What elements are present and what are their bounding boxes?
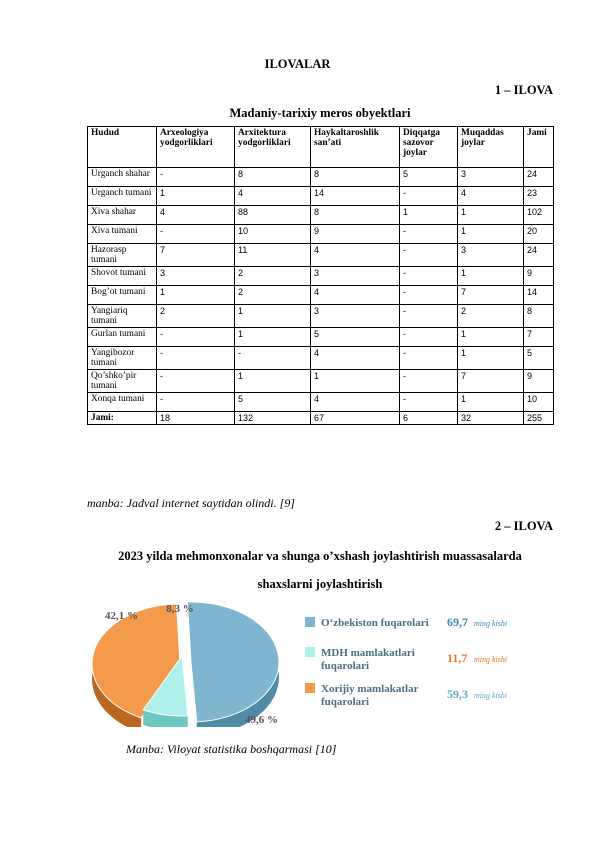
region-cell: Xonqa tumani: [88, 393, 157, 412]
value-cell: 2: [235, 286, 311, 305]
region-cell: Qo’shko’pir tumani: [88, 370, 157, 393]
legend-swatch: [305, 683, 315, 693]
region-cell: Xiva shahar: [88, 206, 157, 225]
table-row: [88, 305, 554, 328]
legend-value: 11,7: [447, 651, 468, 665]
value-cell: 23: [524, 187, 554, 206]
value-cell: -: [400, 347, 458, 370]
table-title: Madaniy-tarixiy meros obyektlari: [229, 106, 411, 120]
value-cell: 3: [458, 244, 524, 267]
value-cell: 2: [235, 267, 311, 286]
table-row: [88, 286, 554, 305]
value-cell: -: [400, 244, 458, 267]
region-cell: Gurlan tumani: [88, 328, 157, 347]
chart-title-line1: 2023 yilda mehmonxonalar va shunga o’xshash joylashtirish muassasalarda: [118, 549, 522, 563]
value-cell: 1: [458, 347, 524, 370]
value-cell: -: [400, 370, 458, 393]
value-cell: 88: [235, 206, 311, 225]
value-cell: 3: [458, 168, 524, 187]
table-row: [88, 347, 554, 370]
region-cell: Urganch shahar: [88, 168, 157, 187]
value-cell: 4: [311, 393, 400, 412]
value-cell: 1: [157, 286, 235, 305]
value-cell: 3: [311, 267, 400, 286]
value-cell: -: [157, 393, 235, 412]
value-cell: -: [157, 328, 235, 347]
value-cell: 1: [458, 328, 524, 347]
table-source-note: manba: Jadval internet saytidan olindi. [9]: [87, 496, 295, 510]
table-header-row: [88, 127, 554, 168]
value-cell: 1: [458, 267, 524, 286]
value-cell: -: [235, 347, 311, 370]
percent-label: 49,6 %: [245, 714, 278, 726]
legend-label: MDH mamlakatlari: [321, 647, 415, 659]
value-cell: -: [400, 286, 458, 305]
col-header: Muqaddas joylar: [458, 127, 524, 168]
value-cell: 5: [311, 328, 400, 347]
value-cell: -: [400, 187, 458, 206]
value-cell: 4: [235, 187, 311, 206]
region-cell: Hazorasp tumani: [88, 244, 157, 267]
value-cell: 4: [458, 187, 524, 206]
value-cell: -: [157, 370, 235, 393]
value-cell: -: [400, 305, 458, 328]
value-cell: 2: [458, 305, 524, 328]
legend-label-line2: fuqarolari: [321, 660, 370, 672]
value-cell: 4: [311, 286, 400, 305]
value-cell: -: [400, 393, 458, 412]
total-value-cell: 18: [157, 412, 235, 425]
value-cell: 1: [458, 393, 524, 412]
value-cell: 7: [458, 286, 524, 305]
legend-label-line2: fuqarolari: [321, 696, 370, 708]
value-cell: 14: [311, 187, 400, 206]
col-header: Jami: [524, 127, 554, 168]
table-total-row: [88, 412, 554, 425]
total-value-cell: 255: [524, 412, 554, 425]
legend-unit: ming kishi: [474, 655, 508, 664]
region-cell: Xiva tumani: [88, 225, 157, 244]
table-row: [88, 328, 554, 347]
table-row: [88, 206, 554, 225]
value-cell: 1: [311, 370, 400, 393]
region-cell: Yangibozor tumani: [88, 347, 157, 370]
total-label-cell: Jami:: [88, 412, 157, 425]
legend-unit: ming kishi: [474, 691, 508, 700]
value-cell: 3: [311, 305, 400, 328]
value-cell: 9: [524, 370, 554, 393]
table-row: [88, 225, 554, 244]
value-cell: 1: [235, 305, 311, 328]
value-cell: 4: [157, 206, 235, 225]
total-value-cell: 32: [458, 412, 524, 425]
legend-value: 59,3: [447, 687, 468, 701]
table-row: [88, 267, 554, 286]
table-row: [88, 370, 554, 393]
legend-unit: ming kishi: [474, 619, 508, 628]
total-value-cell: 132: [235, 412, 311, 425]
percent-label: 8,3 %: [166, 603, 194, 615]
value-cell: 7: [157, 244, 235, 267]
pie-chart: [85, 592, 535, 727]
total-value-cell: 67: [311, 412, 400, 425]
value-cell: -: [157, 347, 235, 370]
region-cell: Yangiariq tumani: [88, 305, 157, 328]
value-cell: 4: [311, 347, 400, 370]
value-cell: 8: [311, 168, 400, 187]
table-row: [88, 187, 554, 206]
value-cell: 8: [235, 168, 311, 187]
legend-label: O‘zbekiston fuqarolari: [321, 617, 429, 629]
value-cell: 1: [458, 206, 524, 225]
total-value-cell: 6: [400, 412, 458, 425]
value-cell: 7: [524, 328, 554, 347]
value-cell: -: [157, 168, 235, 187]
value-cell: 14: [524, 286, 554, 305]
value-cell: 1: [157, 187, 235, 206]
legend-swatch: [305, 647, 315, 657]
value-cell: -: [400, 225, 458, 244]
value-cell: 24: [524, 244, 554, 267]
value-cell: 24: [524, 168, 554, 187]
table-row: [88, 244, 554, 267]
value-cell: 2: [157, 305, 235, 328]
page-heading: ILOVALAR: [264, 57, 331, 71]
value-cell: 10: [235, 225, 311, 244]
pie-slice: [187, 602, 279, 727]
col-header: Hudud: [88, 127, 157, 168]
region-cell: Shovot tumani: [88, 267, 157, 286]
value-cell: 1: [458, 225, 524, 244]
chart-title-line2: shaxslarni joylashtirish: [257, 577, 383, 591]
value-cell: 4: [311, 244, 400, 267]
value-cell: 102: [524, 206, 554, 225]
value-cell: 1: [235, 370, 311, 393]
region-cell: Bog’ot tumani: [88, 286, 157, 305]
value-cell: -: [157, 225, 235, 244]
legend-label: Xorijiy mamlakatlar: [321, 683, 419, 695]
legend-value: 69,7: [447, 615, 468, 629]
value-cell: 8: [524, 305, 554, 328]
col-header: Arxeologiya yodgorliklari: [157, 127, 235, 168]
value-cell: 10: [524, 393, 554, 412]
value-cell: 3: [157, 267, 235, 286]
col-header: Diqqatga sazovor joylar: [400, 127, 458, 168]
value-cell: 9: [524, 267, 554, 286]
heritage-table: [87, 126, 554, 425]
value-cell: 1: [235, 328, 311, 347]
col-header: Arxitektura yodgorliklari: [235, 127, 311, 168]
value-cell: 9: [311, 225, 400, 244]
percent-label: 42,1 %: [105, 610, 138, 622]
chart-source-note: Manba: Viloyat statistika boshqarmasi [10]: [126, 742, 337, 756]
value-cell: -: [400, 328, 458, 347]
col-header: Haykaltaroshlik san’ati: [311, 127, 400, 168]
value-cell: 5: [400, 168, 458, 187]
appendix-1-label: 1 – ILOVA: [494, 83, 553, 97]
value-cell: 5: [524, 347, 554, 370]
region-cell: Urganch tumani: [88, 187, 157, 206]
table-row: [88, 393, 554, 412]
value-cell: 20: [524, 225, 554, 244]
value-cell: 7: [458, 370, 524, 393]
legend-swatch: [305, 617, 315, 627]
table-row: [88, 168, 554, 187]
value-cell: 11: [235, 244, 311, 267]
value-cell: -: [400, 267, 458, 286]
value-cell: 5: [235, 393, 311, 412]
value-cell: 8: [311, 206, 400, 225]
value-cell: 1: [400, 206, 458, 225]
chart-title: [70, 542, 570, 598]
appendix-2-label: 2 – ILOVA: [494, 519, 553, 533]
